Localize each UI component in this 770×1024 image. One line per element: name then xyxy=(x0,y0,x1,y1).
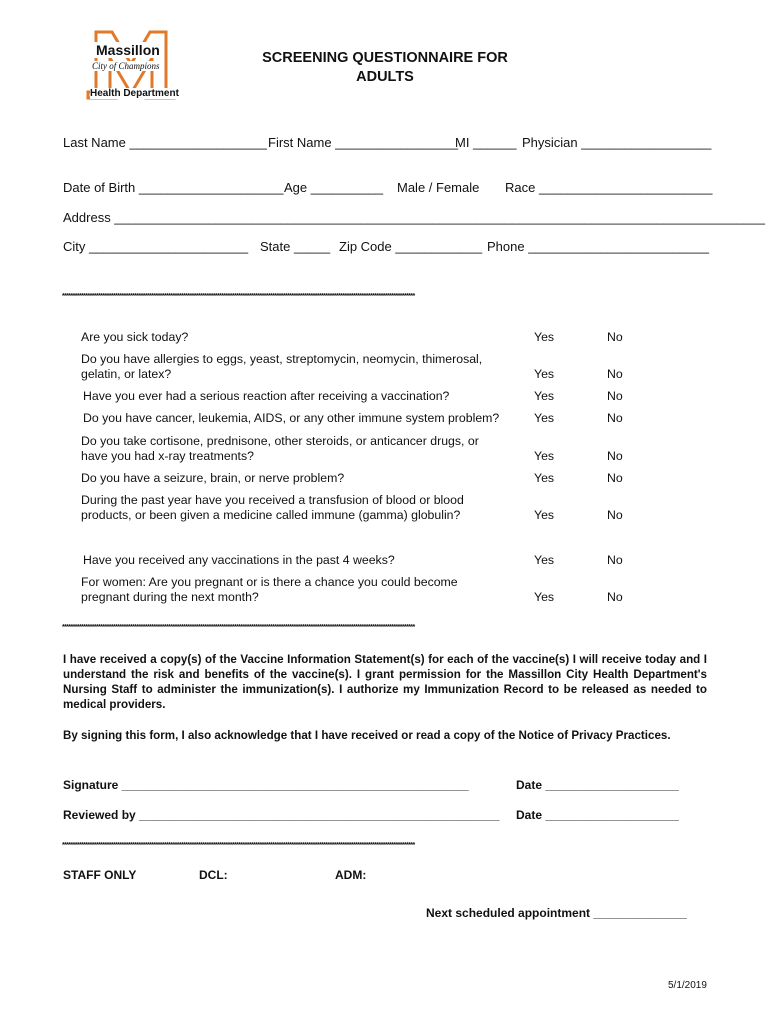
yes-option[interactable]: Yes xyxy=(534,590,555,604)
logo-department: Health Department xyxy=(90,88,179,99)
yes-option[interactable]: Yes xyxy=(534,367,555,381)
adm-label: ADM: xyxy=(335,868,367,882)
yes-option[interactable]: Yes xyxy=(534,330,555,344)
yes-option[interactable]: Yes xyxy=(534,553,555,567)
form-title-line1: SCREENING QUESTIONNAIRE FOR xyxy=(262,50,508,66)
separator-line: ********************************************************************************************************************************************************************** xyxy=(62,293,415,300)
separator-line: ********************************************************************************************************************************************************************** xyxy=(62,624,415,631)
next-appointment-field[interactable]: Next scheduled appointment ______________ xyxy=(426,906,687,920)
consent-paragraph: I have received a copy(s) of the Vaccine Information Statement(s) for each of the vaccine(s) I will receive today and I understand the risk and benefits of the vaccine(s). I grant permission for the Massillon City Health Department's Nursing Staff to administer the immunization(s). I authorize my Immunization Record to be released as needed to medical providers. xyxy=(63,653,707,711)
no-option[interactable]: No xyxy=(607,553,623,567)
dob-field[interactable]: Date of Birth ____________________ xyxy=(63,180,284,195)
no-option[interactable]: No xyxy=(607,449,623,463)
separator-line: ********************************************************************************************************************************************************************** xyxy=(62,842,415,849)
no-option[interactable]: No xyxy=(607,471,623,485)
yes-option[interactable]: Yes xyxy=(534,411,555,425)
yes-option[interactable]: Yes xyxy=(534,389,555,403)
address-field[interactable]: Address __________________________________________________________________________________________ xyxy=(63,210,765,225)
physician-field[interactable]: Physician __________________ xyxy=(522,135,712,150)
no-option[interactable]: No xyxy=(607,389,623,403)
yes-option[interactable]: Yes xyxy=(534,471,555,485)
question-transfusion: During the past year have you received a transfusion of blood or blood products, or been given a medicine called immune (gamma) globulin? xyxy=(81,493,464,522)
massillon-logo xyxy=(86,24,179,104)
yes-option[interactable]: Yes xyxy=(534,508,555,522)
no-option[interactable]: No xyxy=(607,367,623,381)
last-name-field[interactable]: Last Name ___________________ xyxy=(63,135,267,150)
reviewed-by-field[interactable]: Reviewed by ______________________________________________________ xyxy=(63,808,500,822)
race-field[interactable]: Race ________________________ xyxy=(505,180,713,195)
age-field[interactable]: Age __________ xyxy=(284,180,384,195)
question-allergies: Do you have allergies to eggs, yeast, streptomycin, neomycin, thimerosal, gelatin, or latex? xyxy=(81,352,483,381)
city-field[interactable]: City ______________________ xyxy=(63,239,249,254)
privacy-acknowledgement: By signing this form, I also acknowledge that I have received or read a copy of the Notice of Privacy Practices. xyxy=(63,729,671,742)
first-name-field[interactable]: First Name _________________ xyxy=(268,135,459,150)
form-title-line2: ADULTS xyxy=(356,69,414,85)
dcl-label: DCL: xyxy=(199,868,228,882)
zip-field[interactable]: Zip Code ____________ xyxy=(339,239,483,254)
revision-date: 5/1/2019 xyxy=(668,980,707,991)
mi-field[interactable]: MI ______ xyxy=(455,135,517,150)
logo-tagline: City of Champions xyxy=(92,61,160,71)
question-sick: Are you sick today? xyxy=(81,330,189,344)
signature-field[interactable]: Signature ____________________________________________________ xyxy=(63,778,469,792)
question-pregnant: For women: Are you pregnant or is there a chance you could become pregnant during the next month? xyxy=(81,575,458,604)
question-reaction: Have you ever had a serious reaction after receiving a vaccination? xyxy=(83,389,450,403)
question-steroids: Do you take cortisone, prednisone, other steroids, or anticancer drugs, or have you had x-ray treatments? xyxy=(81,434,479,463)
no-option[interactable]: No xyxy=(607,330,623,344)
question-recent-vaccination: Have you received any vaccinations in the past 4 weeks? xyxy=(83,553,395,567)
signature-date-field[interactable]: Date ____________________ xyxy=(516,778,679,792)
sex-choice[interactable]: Male / Female xyxy=(397,180,480,195)
staff-only-label: STAFF ONLY xyxy=(63,868,137,882)
logo-name: Massillon xyxy=(96,42,160,58)
no-option[interactable]: No xyxy=(607,411,623,425)
review-date-field[interactable]: Date ____________________ xyxy=(516,808,679,822)
question-immune: Do you have cancer, leukemia, AIDS, or any other immune system problem? xyxy=(83,411,500,425)
no-option[interactable]: No xyxy=(607,508,623,522)
no-option[interactable]: No xyxy=(607,590,623,604)
state-field[interactable]: State _____ xyxy=(260,239,331,254)
phone-field[interactable]: Phone _________________________ xyxy=(487,239,709,254)
question-seizure: Do you have a seizure, brain, or nerve problem? xyxy=(81,471,345,485)
yes-option[interactable]: Yes xyxy=(534,449,555,463)
